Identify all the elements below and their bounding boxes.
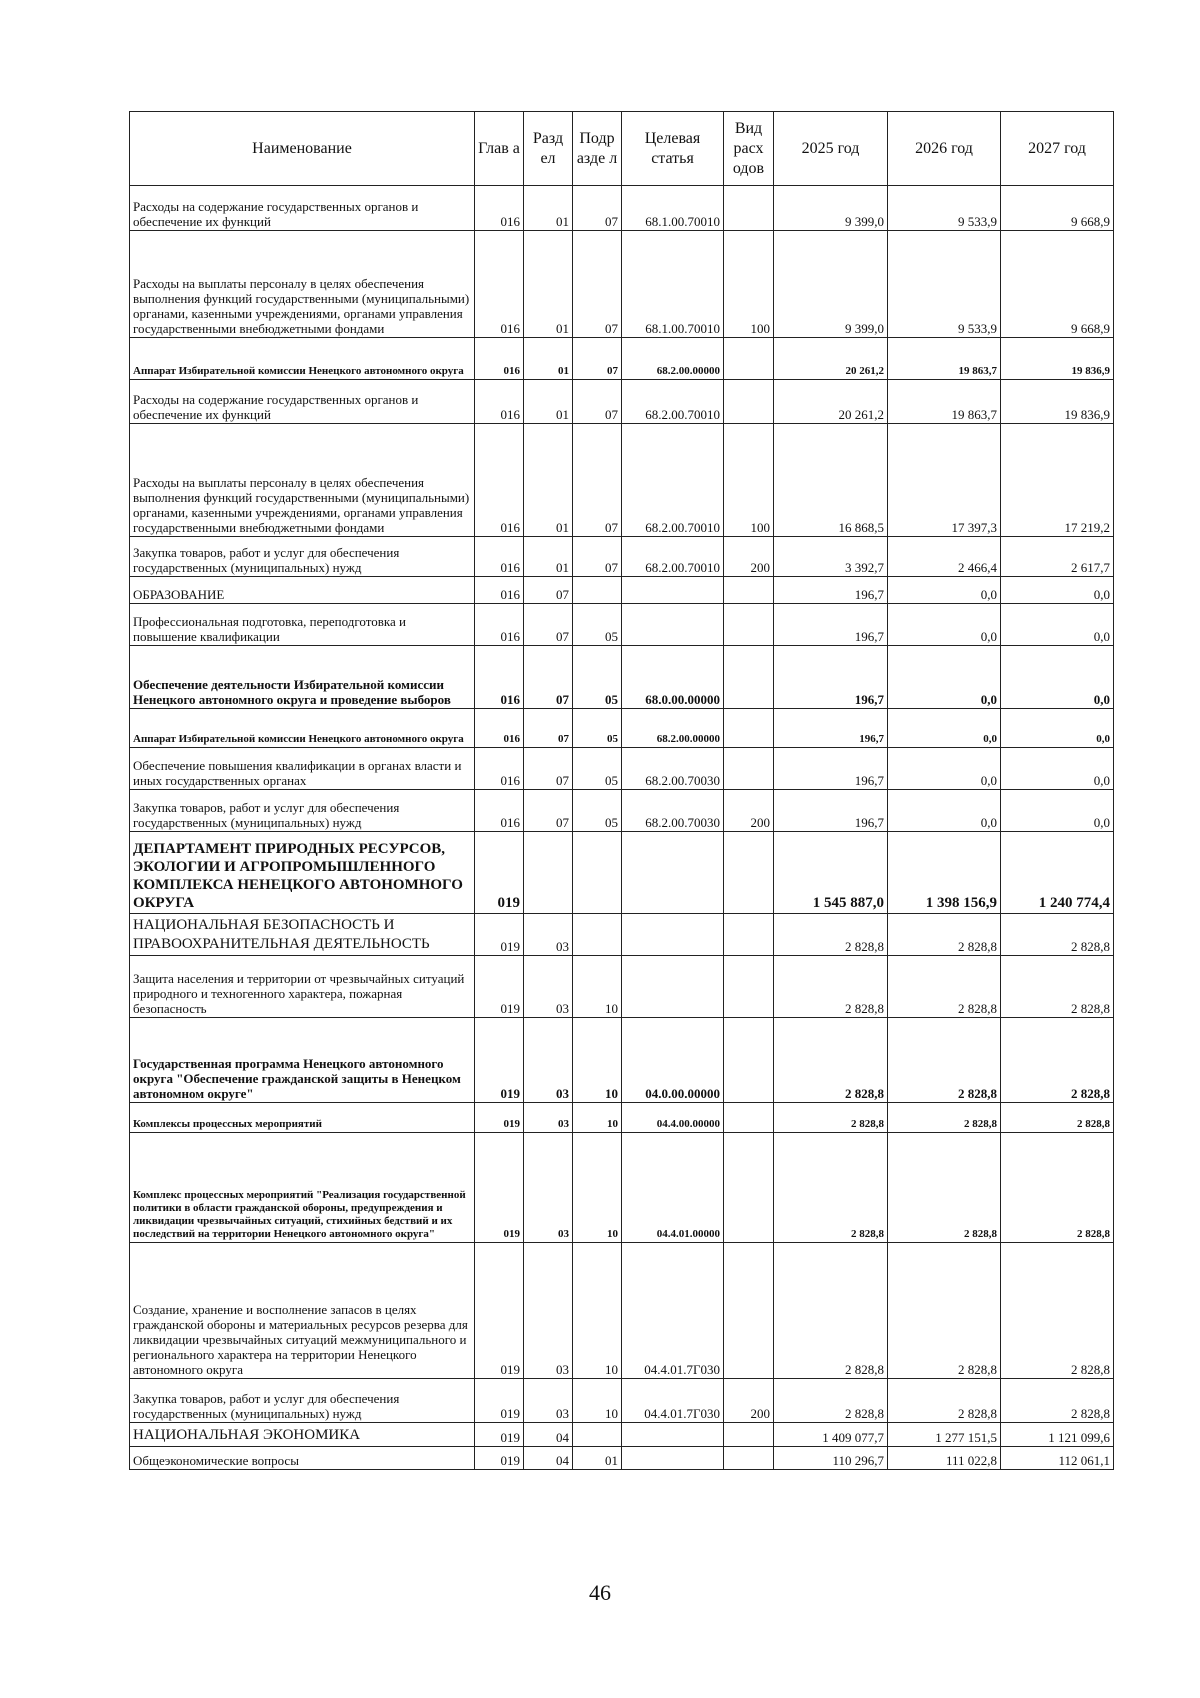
cell-glava: 016: [475, 790, 524, 832]
cell-razdel: 07: [524, 646, 573, 709]
table-row: [130, 646, 1114, 709]
cell-2027: 9 668,9: [1001, 186, 1114, 231]
header-razdel: Разд ел: [524, 112, 573, 186]
cell-podrazdel: 05: [573, 748, 622, 790]
cell-2027: 2 828,8: [1001, 1103, 1114, 1133]
cell-glava: 016: [475, 186, 524, 231]
cell-2026: 0,0: [888, 790, 1001, 832]
cell-2027: 0,0: [1001, 604, 1114, 646]
cell-2025: 196,7: [774, 709, 888, 748]
table-row: [130, 537, 1114, 577]
cell-2025: 16 868,5: [774, 424, 888, 537]
cell-name: НАЦИОНАЛЬНАЯ БЕЗОПАСНОСТЬ И ПРАВООХРАНИТЕЛЬНАЯ ДЕЯТЕЛЬНОСТЬ: [130, 914, 475, 956]
cell-podrazdel: 10: [573, 1379, 622, 1423]
page-number: 46: [589, 1580, 611, 1605]
cell-vid: 100: [724, 424, 774, 537]
cell-2025: 2 828,8: [774, 956, 888, 1018]
cell-razdel: 03: [524, 1379, 573, 1423]
cell-2027: 2 828,8: [1001, 914, 1114, 956]
cell-celevaya: 68.2.00.70010: [622, 380, 724, 424]
cell-podrazdel: 05: [573, 646, 622, 709]
cell-2027: 2 828,8: [1001, 1243, 1114, 1379]
cell-glava: 016: [475, 424, 524, 537]
budget-table: [129, 111, 1114, 1470]
table-row: [130, 709, 1114, 748]
table-row: [130, 1133, 1114, 1243]
cell-vid: 200: [724, 537, 774, 577]
cell-vid: [724, 1133, 774, 1243]
cell-podrazdel: 10: [573, 1243, 622, 1379]
table-row: [130, 914, 1114, 956]
cell-celevaya: 68.2.00.70030: [622, 790, 724, 832]
cell-celevaya: 04.4.01.00000: [622, 1133, 724, 1243]
cell-2026: 19 863,7: [888, 338, 1001, 380]
cell-2025: 9 399,0: [774, 231, 888, 338]
cell-2027: 19 836,9: [1001, 338, 1114, 380]
cell-2026: 2 828,8: [888, 956, 1001, 1018]
cell-2025: 196,7: [774, 748, 888, 790]
cell-2026: 0,0: [888, 709, 1001, 748]
cell-podrazdel: [573, 914, 622, 956]
table-row: [130, 338, 1114, 380]
cell-glava: 016: [475, 338, 524, 380]
cell-glava: 016: [475, 646, 524, 709]
cell-glava: 019: [475, 1379, 524, 1423]
cell-celevaya: 68.1.00.70010: [622, 231, 724, 338]
cell-celevaya: [622, 577, 724, 604]
cell-2025: 110 296,7: [774, 1447, 888, 1470]
cell-podrazdel: 05: [573, 790, 622, 832]
cell-name: Профессиональная подготовка, переподготовка и повышение квалификации: [130, 604, 475, 646]
cell-2025: 1 409 077,7: [774, 1423, 888, 1447]
cell-podrazdel: 05: [573, 604, 622, 646]
cell-2025: 2 828,8: [774, 914, 888, 956]
cell-2025: 196,7: [774, 577, 888, 604]
cell-2025: 3 392,7: [774, 537, 888, 577]
cell-2027: 0,0: [1001, 709, 1114, 748]
cell-vid: [724, 1423, 774, 1447]
cell-name: Комплексы процессных мероприятий: [130, 1103, 475, 1133]
cell-celevaya: [622, 914, 724, 956]
cell-celevaya: [622, 956, 724, 1018]
cell-2027: 0,0: [1001, 577, 1114, 604]
cell-name: Аппарат Избирательной комиссии Ненецкого автономного округа: [130, 338, 475, 380]
cell-name: Обеспечение деятельности Избирательной комиссии Ненецкого автономного округа и проведение выборов: [130, 646, 475, 709]
cell-name: Расходы на выплаты персоналу в целях обеспечения выполнения функций государственными (муниципальными) органами, казенными учреждениями, органами управления государственными внебюджетными фондами: [130, 424, 475, 537]
cell-podrazdel: 07: [573, 380, 622, 424]
cell-celevaya: 68.0.00.00000: [622, 646, 724, 709]
cell-vid: [724, 956, 774, 1018]
cell-vid: [724, 646, 774, 709]
table-row: [130, 231, 1114, 338]
cell-vid: [724, 380, 774, 424]
header-vid: Вид расх одов: [724, 112, 774, 186]
cell-2025: 2 828,8: [774, 1103, 888, 1133]
cell-2026: 9 533,9: [888, 231, 1001, 338]
cell-celevaya: [622, 1423, 724, 1447]
cell-razdel: 01: [524, 424, 573, 537]
table-row: [130, 604, 1114, 646]
cell-name: Расходы на выплаты персоналу в целях обеспечения выполнения функций государственными (муниципальными) органами, казенными учреждениями, органами управления государственными внебюджетными фондами: [130, 231, 475, 338]
cell-vid: [724, 186, 774, 231]
cell-vid: 100: [724, 231, 774, 338]
cell-2025: 1 545 887,0: [774, 832, 888, 914]
cell-celevaya: 68.2.00.70010: [622, 424, 724, 537]
cell-razdel: 04: [524, 1447, 573, 1470]
cell-glava: 016: [475, 748, 524, 790]
cell-2026: 1 277 151,5: [888, 1423, 1001, 1447]
cell-name: Закупка товаров, работ и услуг для обеспечения государственных (муниципальных) нужд: [130, 1379, 475, 1423]
cell-vid: [724, 709, 774, 748]
cell-razdel: 07: [524, 748, 573, 790]
cell-2026: 2 828,8: [888, 1133, 1001, 1243]
cell-2026: 2 828,8: [888, 1018, 1001, 1103]
cell-name: Государственная программа Ненецкого автономного округа "Обеспечение гражданской защиты в Ненецком автономном округе": [130, 1018, 475, 1103]
table-row: [130, 1379, 1114, 1423]
cell-podrazdel: 07: [573, 231, 622, 338]
cell-razdel: 01: [524, 537, 573, 577]
cell-2025: 196,7: [774, 646, 888, 709]
header-podrazdel: Подр азде л: [573, 112, 622, 186]
cell-2025: 2 828,8: [774, 1379, 888, 1423]
table-row: [130, 956, 1114, 1018]
cell-2026: 19 863,7: [888, 380, 1001, 424]
cell-glava: 019: [475, 1018, 524, 1103]
cell-podrazdel: 07: [573, 537, 622, 577]
cell-glava: 019: [475, 956, 524, 1018]
table-row: [130, 1423, 1114, 1447]
cell-2027: 2 617,7: [1001, 537, 1114, 577]
cell-2026: 9 533,9: [888, 186, 1001, 231]
cell-name: Закупка товаров, работ и услуг для обеспечения государственных (муниципальных) нужд: [130, 537, 475, 577]
table-row: [130, 577, 1114, 604]
cell-2027: 1 121 099,6: [1001, 1423, 1114, 1447]
cell-vid: [724, 1243, 774, 1379]
cell-glava: 019: [475, 832, 524, 914]
cell-celevaya: 04.4.01.7Г030: [622, 1243, 724, 1379]
cell-2026: 2 828,8: [888, 1243, 1001, 1379]
header-2027: 2027 год: [1001, 112, 1114, 186]
cell-celevaya: 68.2.00.70010: [622, 537, 724, 577]
cell-2027: 0,0: [1001, 790, 1114, 832]
cell-razdel: 03: [524, 1133, 573, 1243]
cell-razdel: 07: [524, 604, 573, 646]
cell-celevaya: [622, 832, 724, 914]
table-row: [130, 1447, 1114, 1470]
cell-podrazdel: 10: [573, 956, 622, 1018]
cell-name: Обеспечение повышения квалификации в органах власти и иных государственных органах: [130, 748, 475, 790]
cell-glava: 016: [475, 380, 524, 424]
cell-celevaya: 68.1.00.70010: [622, 186, 724, 231]
cell-name: Закупка товаров, работ и услуг для обеспечения государственных (муниципальных) нужд: [130, 790, 475, 832]
cell-glava: 016: [475, 709, 524, 748]
table-row: [130, 1243, 1114, 1379]
cell-2026: 2 828,8: [888, 1379, 1001, 1423]
table-row: [130, 748, 1114, 790]
cell-vid: 200: [724, 1379, 774, 1423]
cell-glava: 016: [475, 231, 524, 338]
cell-vid: [724, 577, 774, 604]
cell-celevaya: 04.4.01.7Г030: [622, 1379, 724, 1423]
cell-2026: 17 397,3: [888, 424, 1001, 537]
cell-2025: 2 828,8: [774, 1243, 888, 1379]
cell-glava: 016: [475, 577, 524, 604]
budget-table-container: [129, 111, 1113, 1470]
cell-razdel: 07: [524, 790, 573, 832]
table-row: [130, 1103, 1114, 1133]
cell-celevaya: 68.2.00.00000: [622, 338, 724, 380]
cell-glava: 016: [475, 537, 524, 577]
cell-podrazdel: 07: [573, 424, 622, 537]
cell-podrazdel: 07: [573, 338, 622, 380]
cell-glava: 016: [475, 604, 524, 646]
cell-2026: 2 828,8: [888, 914, 1001, 956]
cell-name: ДЕПАРТАМЕНТ ПРИРОДНЫХ РЕСУРСОВ, ЭКОЛОГИИ И АГРОПРОМЫШЛЕННОГО КОМПЛЕКСА НЕНЕЦКОГО АВТОНОМНОГО ОКРУГА: [130, 832, 475, 914]
cell-podrazdel: 10: [573, 1018, 622, 1103]
cell-razdel: 03: [524, 914, 573, 956]
cell-razdel: 03: [524, 1018, 573, 1103]
header-name: Наименование: [130, 112, 475, 186]
cell-razdel: 01: [524, 231, 573, 338]
table-row: [130, 424, 1114, 537]
cell-2027: 0,0: [1001, 646, 1114, 709]
cell-celevaya: 68.2.00.00000: [622, 709, 724, 748]
cell-2027: 9 668,9: [1001, 231, 1114, 338]
cell-podrazdel: 10: [573, 1133, 622, 1243]
cell-podrazdel: [573, 577, 622, 604]
cell-2027: 2 828,8: [1001, 1133, 1114, 1243]
cell-glava: 019: [475, 1447, 524, 1470]
cell-2025: 196,7: [774, 790, 888, 832]
cell-podrazdel: 10: [573, 1103, 622, 1133]
cell-2025: 196,7: [774, 604, 888, 646]
header-glava: Глав а: [475, 112, 524, 186]
cell-razdel: 04: [524, 1423, 573, 1447]
table-row: [130, 1018, 1114, 1103]
cell-vid: [724, 338, 774, 380]
cell-2027: 112 061,1: [1001, 1447, 1114, 1470]
cell-2026: 2 466,4: [888, 537, 1001, 577]
cell-celevaya: 04.4.00.00000: [622, 1103, 724, 1133]
cell-2026: 0,0: [888, 748, 1001, 790]
cell-vid: [724, 1447, 774, 1470]
cell-2026: 0,0: [888, 577, 1001, 604]
cell-podrazdel: [573, 832, 622, 914]
cell-2026: 2 828,8: [888, 1103, 1001, 1133]
cell-razdel: 07: [524, 577, 573, 604]
cell-vid: [724, 832, 774, 914]
table-row: [130, 380, 1114, 424]
cell-2027: 2 828,8: [1001, 956, 1114, 1018]
cell-2025: 2 828,8: [774, 1018, 888, 1103]
cell-glava: 019: [475, 1243, 524, 1379]
cell-razdel: 01: [524, 186, 573, 231]
cell-podrazdel: [573, 1423, 622, 1447]
table-row: [130, 186, 1114, 231]
header-2025: 2025 год: [774, 112, 888, 186]
cell-2026: 0,0: [888, 604, 1001, 646]
cell-razdel: 01: [524, 338, 573, 380]
cell-glava: 019: [475, 1133, 524, 1243]
cell-name: Общеэкономические вопросы: [130, 1447, 475, 1470]
cell-razdel: 07: [524, 709, 573, 748]
cell-2025: 9 399,0: [774, 186, 888, 231]
cell-razdel: [524, 832, 573, 914]
cell-vid: [724, 604, 774, 646]
cell-2025: 20 261,2: [774, 380, 888, 424]
cell-vid: 200: [724, 790, 774, 832]
cell-razdel: 03: [524, 956, 573, 1018]
cell-glava: 019: [475, 1103, 524, 1133]
cell-vid: [724, 1018, 774, 1103]
cell-podrazdel: 05: [573, 709, 622, 748]
cell-name: Расходы на содержание государственных органов и обеспечение их функций: [130, 380, 475, 424]
cell-celevaya: 04.0.00.00000: [622, 1018, 724, 1103]
cell-2027: 1 240 774,4: [1001, 832, 1114, 914]
cell-razdel: 01: [524, 380, 573, 424]
cell-razdel: 03: [524, 1103, 573, 1133]
cell-2026: 111 022,8: [888, 1447, 1001, 1470]
cell-2026: 0,0: [888, 646, 1001, 709]
cell-2027: 2 828,8: [1001, 1018, 1114, 1103]
cell-celevaya: [622, 1447, 724, 1470]
cell-name: Аппарат Избирательной комиссии Ненецкого автономного округа: [130, 709, 475, 748]
cell-name: Комплекс процессных мероприятий "Реализация государственной политики в области гражданской обороны, предупреждения и ликвидации чрезвычайных ситуаций, стихийных бедствий и их последствий на территории Ненецкого автономного округа": [130, 1133, 475, 1243]
cell-2027: 2 828,8: [1001, 1379, 1114, 1423]
cell-name: НАЦИОНАЛЬНАЯ ЭКОНОМИКА: [130, 1423, 475, 1447]
cell-2027: 17 219,2: [1001, 424, 1114, 537]
cell-celevaya: [622, 604, 724, 646]
cell-vid: [724, 1103, 774, 1133]
table-row: [130, 832, 1114, 914]
cell-glava: 019: [475, 1423, 524, 1447]
cell-vid: [724, 748, 774, 790]
cell-name: Создание, хранение и восполнение запасов в целях гражданской обороны и материальных ресурсов резерва для ликвидации чрезвычайных ситуаций межмуниципального и регионального характера на территории Ненецкого автономного округа: [130, 1243, 475, 1379]
cell-2026: 1 398 156,9: [888, 832, 1001, 914]
cell-2025: 2 828,8: [774, 1133, 888, 1243]
cell-2027: 0,0: [1001, 748, 1114, 790]
header-celevaya: Целевая статья: [622, 112, 724, 186]
cell-2025: 20 261,2: [774, 338, 888, 380]
cell-podrazdel: 01: [573, 1447, 622, 1470]
cell-2027: 19 836,9: [1001, 380, 1114, 424]
table-header-row: [130, 112, 1114, 186]
cell-celevaya: 68.2.00.70030: [622, 748, 724, 790]
cell-podrazdel: 07: [573, 186, 622, 231]
table-row: [130, 790, 1114, 832]
cell-vid: [724, 914, 774, 956]
cell-razdel: 03: [524, 1243, 573, 1379]
cell-name: ОБРАЗОВАНИЕ: [130, 577, 475, 604]
cell-glava: 019: [475, 914, 524, 956]
cell-name: Расходы на содержание государственных органов и обеспечение их функций: [130, 186, 475, 231]
cell-name: Защита населения и территории от чрезвычайных ситуаций природного и техногенного характера, пожарная безопасность: [130, 956, 475, 1018]
header-2026: 2026 год: [888, 112, 1001, 186]
